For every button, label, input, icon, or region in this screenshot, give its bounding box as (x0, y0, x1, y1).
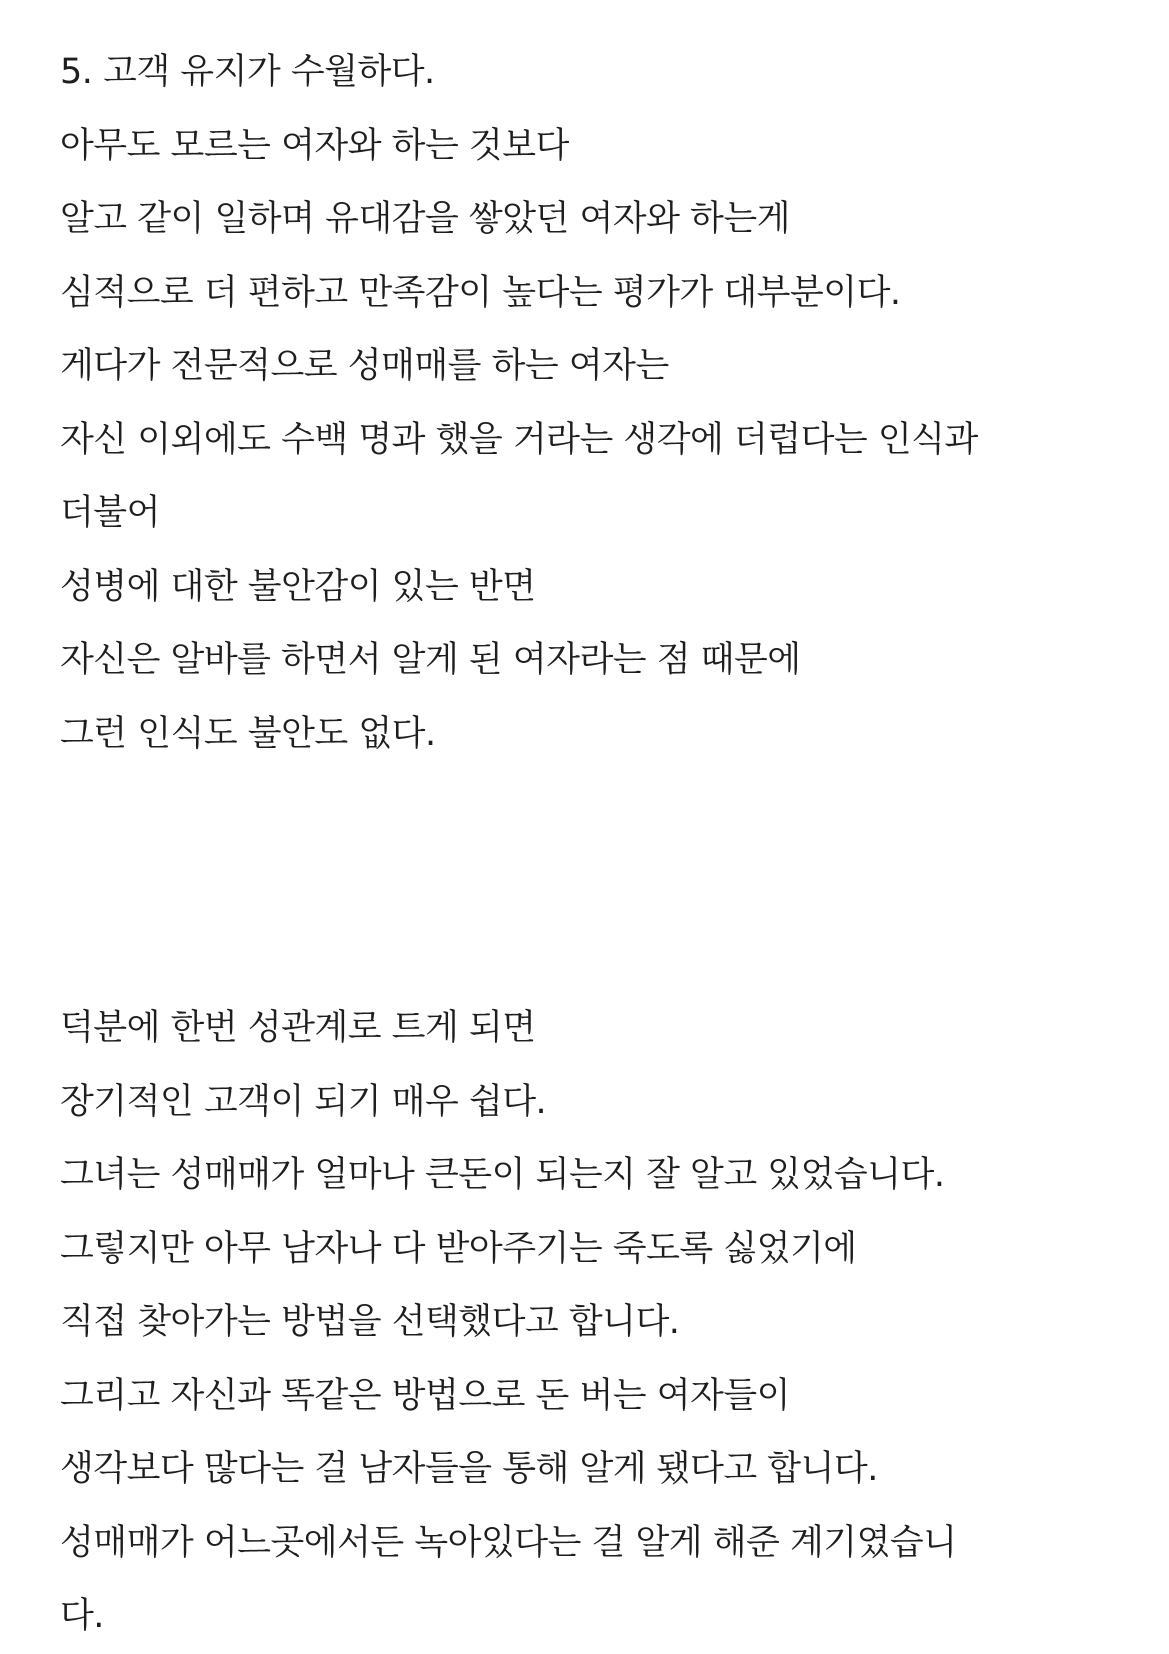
text-line: 덕분에 한번 성관계로 트게 되면 (60, 1008, 536, 1048)
text-line: 5. 고객 유지가 수월하다. (60, 52, 435, 92)
text-line: 게다가 전문적으로 성매매를 하는 여자는 (60, 346, 669, 386)
paragraph-first (60, 36, 1120, 771)
text-line: 생각보다 많다는 걸 남자들을 통해 알게 됐다고 합니다. (60, 1449, 878, 1489)
text-line: 그렇지만 아무 남자나 다 받아주기는 죽도록 싫었기에 (60, 1228, 857, 1269)
text-line: 알고 같이 일하며 유대감을 쌓았던 여자와 하는게 (60, 199, 790, 239)
text-line: 성매매가 어느곳에서든 녹아있다는 걸 알게 해준 계기였습니 (60, 1522, 957, 1563)
text-line: 심적으로 더 편하고 만족감이 높다는 평가가 대부분이다. (60, 272, 901, 313)
text-line: 그녀는 성매매가 얼마나 큰돈이 되는지 잘 알고 있었습니다. (60, 1155, 945, 1195)
text-line: 다. (60, 1596, 104, 1636)
text-line: 아무도 모르는 여자와 하는 것보다 (60, 125, 569, 166)
paragraph-spacer (60, 771, 1120, 992)
text-line: 자신은 알바를 하면서 알게 된 여자라는 점 때문에 (60, 640, 801, 680)
text-line: 그리고 자신과 똑같은 방법으로 돈 버는 여자들이 (60, 1375, 790, 1416)
paragraph-second (60, 992, 1120, 1654)
text-line: 장기적인 고객이 되기 매우 쉽다. (60, 1081, 547, 1122)
article-body (60, 36, 1120, 1654)
text-line: 그런 인식도 불안도 없다. (60, 713, 436, 754)
text-line: 더불어 (60, 493, 160, 533)
text-line: 직접 찾아가는 방법을 선택했다고 합니다. (60, 1302, 680, 1342)
text-line: 자신 이외에도 수백 명과 했을 거라는 생각에 더럽다는 인식과 (60, 419, 978, 460)
text-line: 성병에 대한 불안감이 있는 반면 (60, 566, 536, 607)
